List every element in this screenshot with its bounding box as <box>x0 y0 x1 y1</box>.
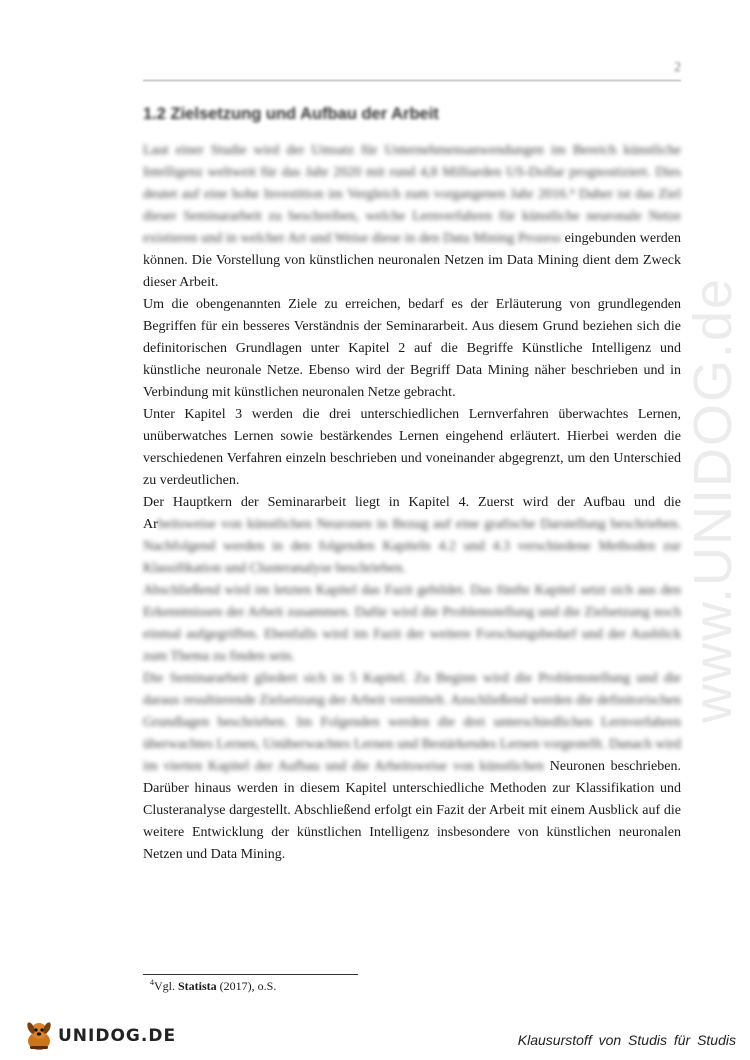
logo-text: UNIDOG.DE <box>58 1026 177 1046</box>
footnote-marker: 4 <box>150 978 154 987</box>
footer-tagline: Klausurstoff von Studis für Studis <box>517 1032 736 1048</box>
paragraph-text: Unter Kapitel 3 werden die drei unterschiedlichen Lernverfahren überwachtes Lernen, unüberwatches Lernen sowie bestärkendes Lernen eingehend erläutert. Hierbei werden die verschiedenen Verfahren einzeln beschrieben und voneinander abgegrenzt, um den Unterschied zu verdeutlichen. <box>143 407 681 488</box>
body-text <box>143 140 681 866</box>
paragraph-text: Um die obengenannten Ziele zu erreichen, bedarf es der Erläuterung von grundlegenden Begriffen für ein besseres Verständnis der Seminararbeit. Aus diesem Grund beziehen sich die definitorischen Grundlagen unter Kapitel 2 auf die Begriffe Künstliche Intelligenz und künstliche neuronale Netze. Ebenso wird der Begriff Data Mining näher beschrieben und in Verbindung mit künstlichen neuronalen Netze gebracht. <box>143 297 681 400</box>
watermark-text: www.UNIDOG.de <box>683 276 743 724</box>
paragraph-4 <box>143 492 681 580</box>
footnote-rule <box>143 974 358 975</box>
footnote <box>150 978 276 994</box>
paragraph-5 <box>143 580 681 668</box>
unidog-logo[interactable] <box>22 1018 176 1054</box>
section-heading: 1.2 Zielsetzung und Aufbau der Arbeit <box>143 105 439 123</box>
footnote-source: Statista <box>178 979 217 993</box>
paragraph-2 <box>143 294 681 404</box>
blurred-text: Abschließend wird im letzten Kapitel das Fazit gebildet. Das fünfte Kapitel setzt sich aus den Erkenntnissen der Arbeit zusammen. Dafür wird die Problemstellung und die Zielsetzung noch einmal aufgegriffen. Ebenfalls wird im Fazit der weitere Forschungsbedarf und der Ausblick zum Thema zu finden sein. <box>143 583 681 664</box>
blurred-text: beitsweise von künstlichen Neuronen in Bezug auf eine grafische Darstellung beschrieben. Nachfolgend werden in den folgenden Kapiteln 4.2 und 4.3 verschiedene Methoden zur Klassifikation und Clusteranalyse beschrieben. <box>143 517 681 576</box>
page-number: 2 <box>674 60 681 75</box>
header-rule <box>143 80 681 81</box>
paragraph-6 <box>143 668 681 866</box>
paragraph-text: Neuronen beschrieben. Darüber hinaus werden in diesem Kapitel unterschiedliche Methoden zur Klassifikation und Clusteranalyse dargestellt. Abschließend erfolgt ein Fazit der Arbeit mit einem Ausblick auf die weitere Entwicklung der künstlichen Intelligenz insbesondere von künstlichen neuronalen Netzen und Data Mining. <box>143 759 681 862</box>
dog-mascot-icon <box>22 1019 56 1053</box>
paragraph-1 <box>143 140 681 294</box>
blurred-text: Laut einer Studie wird der Umsatz für Unternehmensanwendungen im Bereich künstliche Intelligenz weltweit für das Jahr 2020 mit rund 4,8 Milliarden US-Dollar prognostiziert. Dies deutet auf eine hohe Investition im Vergleich zum vorgangenen Jahr 2016.⁴ Daher ist das Ziel dieser Seminararbeit zu beschreiben, welche Lernverfahren für künstliche neuronale Netze existieren und in welcher Art und Weise diese in den Data Mining Prozess <box>143 143 681 246</box>
paragraph-text: Der Hauptkern der Seminararbeit liegt in Kapitel 4. Zuerst wird der Aufbau und die Ar <box>143 495 681 532</box>
paragraph-text: eingebunden werden können. Die Vorstellung von künstlichen neuronalen Netzen im Data Mining dient dem Zweck dieser Arbeit. <box>143 231 681 290</box>
paragraph-3 <box>143 404 681 492</box>
footnote-prefix: Vgl. <box>154 979 178 993</box>
blurred-text: Die Seminararbeit gliedert sich in 5 Kapitel. Zu Beginn wird die Problemstellung und die daraus resultierende Zielsetzung der Arbeit vermittelt. Anschließend werden die definitorischen Grundlagen beschrieben. Im Folgenden werden die drei unterschiedlichen Lernverfahren überwachtes Lernen, Unüberwachtes Lernen und Bestärkendes Lernen vorgestellt. Danach wird im vierten Kapitel der Aufbau und die Arbeitsweise von künstlichen <box>143 671 681 774</box>
footnote-suffix: (2017), o.S. <box>216 979 277 993</box>
